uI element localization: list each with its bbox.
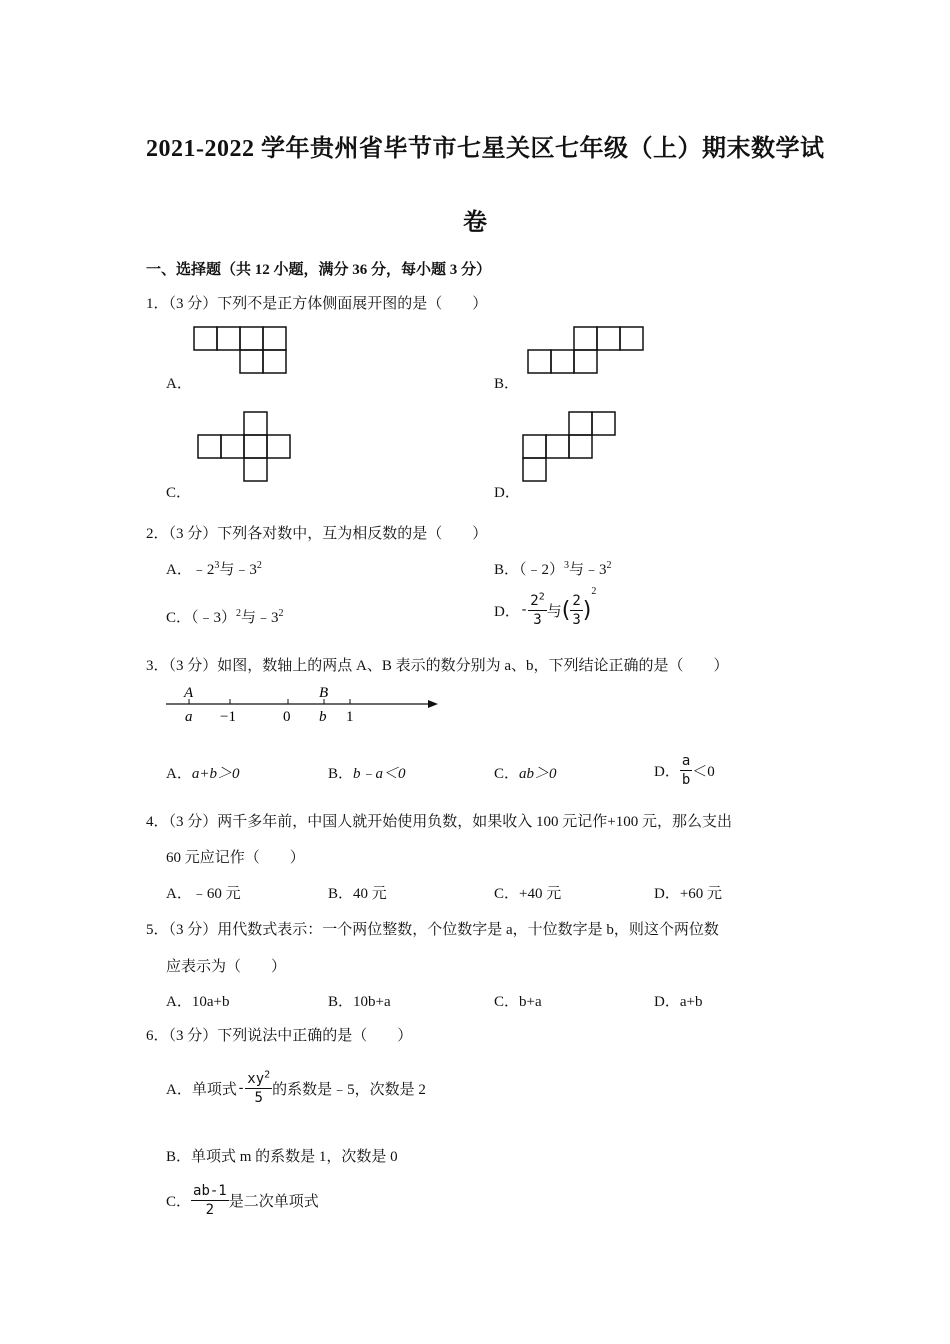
q2-d-num: 2 bbox=[530, 593, 539, 609]
point-label-a-upper: A bbox=[184, 685, 194, 701]
q3-c-label: C． bbox=[494, 766, 520, 782]
q1-net-a bbox=[190, 325, 290, 377]
q3-d-text: ＜0 bbox=[692, 764, 715, 780]
q6-a-label: A．单项式 bbox=[166, 1082, 237, 1098]
q2-d-minus: - bbox=[519, 601, 529, 618]
q2-b-exp2: 2 bbox=[606, 560, 612, 571]
q3-d-den: b bbox=[681, 772, 691, 788]
q2-d-frac1 bbox=[528, 592, 546, 629]
q6-a-minus: - bbox=[236, 1080, 246, 1097]
q2-a-exp2: 2 bbox=[256, 560, 262, 571]
q2-d-den: 3 bbox=[533, 612, 542, 628]
q4-option-a[interactable]: A．﹣60 元 bbox=[166, 886, 241, 902]
q2-option-c[interactable] bbox=[166, 606, 284, 627]
doc-title-line1: 2021-2022 学年贵州省毕节市七星关区七年级（上）期末数学试 bbox=[146, 136, 825, 162]
q2-a-base1: ﹣2 bbox=[191, 562, 215, 578]
q2-d-exp2: 2 bbox=[591, 586, 597, 597]
q4-option-c[interactable]: C．+40 元 bbox=[494, 886, 562, 902]
q4-option-b[interactable]: B．40 元 bbox=[328, 886, 387, 902]
q6-option-b[interactable]: B．单项式 m 的系数是 1，次数是 0 bbox=[166, 1149, 398, 1165]
q1-option-b[interactable]: B． bbox=[494, 376, 520, 392]
q2-option-b[interactable] bbox=[494, 558, 612, 579]
point-label-b-upper: B bbox=[319, 685, 329, 701]
q2-c-base2: 与﹣3 bbox=[241, 610, 279, 626]
q4-stem-line2: 60 元应记作（ ） bbox=[166, 850, 305, 866]
q5-stem-line1: 5．（3 分）用代数式表示：一个两位整数，个位数字是 a，十位数字是 b，则这个两位数 bbox=[146, 922, 719, 938]
q3-b-text: b﹣a＜0 bbox=[353, 766, 406, 782]
q2-b-base1: （﹣2） bbox=[519, 562, 565, 578]
q3-option-b[interactable] bbox=[328, 762, 406, 783]
q2-option-a[interactable] bbox=[166, 558, 262, 579]
q2-c-label: C． bbox=[166, 610, 192, 626]
tick-label-a: a bbox=[185, 709, 193, 725]
q6-a-frac bbox=[245, 1070, 272, 1107]
q3-number-line bbox=[160, 680, 445, 726]
section-heading: 一、选择题（共 12 小题，满分 36 分，每小题 3 分） bbox=[146, 262, 492, 278]
q3-option-a[interactable] bbox=[166, 762, 239, 783]
q2-b-label: B． bbox=[494, 562, 520, 578]
q3-option-d[interactable] bbox=[654, 752, 715, 789]
q6-c-label: C． bbox=[166, 1194, 192, 1210]
q6-a-numexp: 2 bbox=[264, 1069, 271, 1081]
q1-net-b bbox=[523, 325, 647, 377]
tick-label-b: b bbox=[319, 709, 327, 725]
q3-option-c[interactable] bbox=[494, 762, 557, 783]
tick-label-minus1: −1 bbox=[220, 709, 236, 725]
q6-a-den: 5 bbox=[254, 1090, 263, 1106]
q2-d-den2: 3 bbox=[572, 612, 581, 628]
q5-stem-line2: 应表示为（ ） bbox=[166, 959, 287, 975]
q2-option-d[interactable]: D．- $\frac{2^2}{3}$ 与( $\frac{2}{3}$ )$^2$ bbox=[494, 586, 597, 628]
q3-a-label: A． bbox=[166, 766, 192, 782]
q3-stem: 3．（3 分）如图，数轴上的两点 A、B 表示的数分别为 a、b，下列结论正确的是（ ） bbox=[146, 658, 729, 674]
q1-stem: 1．（3 分）下列不是正方体侧面展开图的是（ ） bbox=[146, 296, 488, 312]
q2-d-num2: 2 bbox=[572, 593, 581, 609]
q1-net-d bbox=[520, 410, 620, 486]
q2-a-label: A． bbox=[166, 562, 192, 578]
q2-d-mid: 与 bbox=[546, 604, 562, 620]
q5-option-d[interactable]: D．a+b bbox=[654, 994, 703, 1010]
q6-option-c[interactable] bbox=[166, 1182, 319, 1219]
q1-net-c bbox=[195, 410, 295, 486]
tick-label-0: 0 bbox=[283, 709, 291, 725]
q3-b-label: B． bbox=[328, 766, 354, 782]
q2-a-exp1: 3 bbox=[214, 560, 220, 571]
q2-stem: 2．（3 分）下列各对数中，互为相反数的是（ ） bbox=[146, 526, 488, 542]
q6-option-a[interactable] bbox=[166, 1070, 426, 1107]
q1-option-d[interactable]: D． bbox=[494, 485, 520, 501]
q2-d-frac2 bbox=[570, 592, 582, 629]
q1-option-a[interactable]: A． bbox=[166, 376, 192, 392]
q2-d-numexp: 2 bbox=[538, 591, 545, 603]
q3-d-num: a bbox=[681, 753, 691, 769]
q2-c-exp2: 2 bbox=[278, 608, 284, 619]
q1-option-c[interactable]: C． bbox=[166, 485, 192, 501]
q3-c-text: ab＞0 bbox=[519, 766, 557, 782]
q6-a-num: xy bbox=[247, 1071, 265, 1087]
q6-c-frac bbox=[191, 1182, 229, 1219]
q5-option-c[interactable]: C．b+a bbox=[494, 994, 542, 1010]
q6-c-text: 是二次单项式 bbox=[228, 1194, 319, 1210]
q4-stem-line1: 4．（3 分）两千多年前，中国人就开始使用负数，如果收入 100 元记作+100 元，那么支出 bbox=[146, 814, 732, 830]
q2-c-exp1: 2 bbox=[236, 608, 242, 619]
q5-option-b[interactable]: B．10b+a bbox=[328, 994, 391, 1010]
q5-option-a[interactable]: A．10a+b bbox=[166, 994, 230, 1010]
q6-a-text: 的系数是﹣5，次数是 2 bbox=[272, 1082, 426, 1098]
q3-a-text: a+b＞0 bbox=[191, 766, 240, 782]
q2-c-base1: （﹣3） bbox=[191, 610, 237, 626]
q2-b-exp1: 3 bbox=[564, 560, 570, 571]
q3-d-label: D． bbox=[654, 764, 680, 780]
q3-d-frac bbox=[680, 752, 692, 789]
q6-c-den: 2 bbox=[205, 1202, 215, 1218]
number-line-arrow bbox=[428, 700, 438, 708]
tick-label-1: 1 bbox=[346, 709, 354, 725]
q6-c-num: ab-1 bbox=[193, 1183, 227, 1199]
q4-option-d[interactable]: D．+60 元 bbox=[654, 886, 723, 902]
q2-b-base2: 与﹣3 bbox=[569, 562, 607, 578]
q2-d-label: D． bbox=[494, 604, 520, 620]
doc-title-line2: 卷 bbox=[463, 210, 488, 236]
q2-a-base2: 与﹣3 bbox=[219, 562, 257, 578]
q6-stem: 6．（3 分）下列说法中正确的是（ ） bbox=[146, 1028, 413, 1044]
